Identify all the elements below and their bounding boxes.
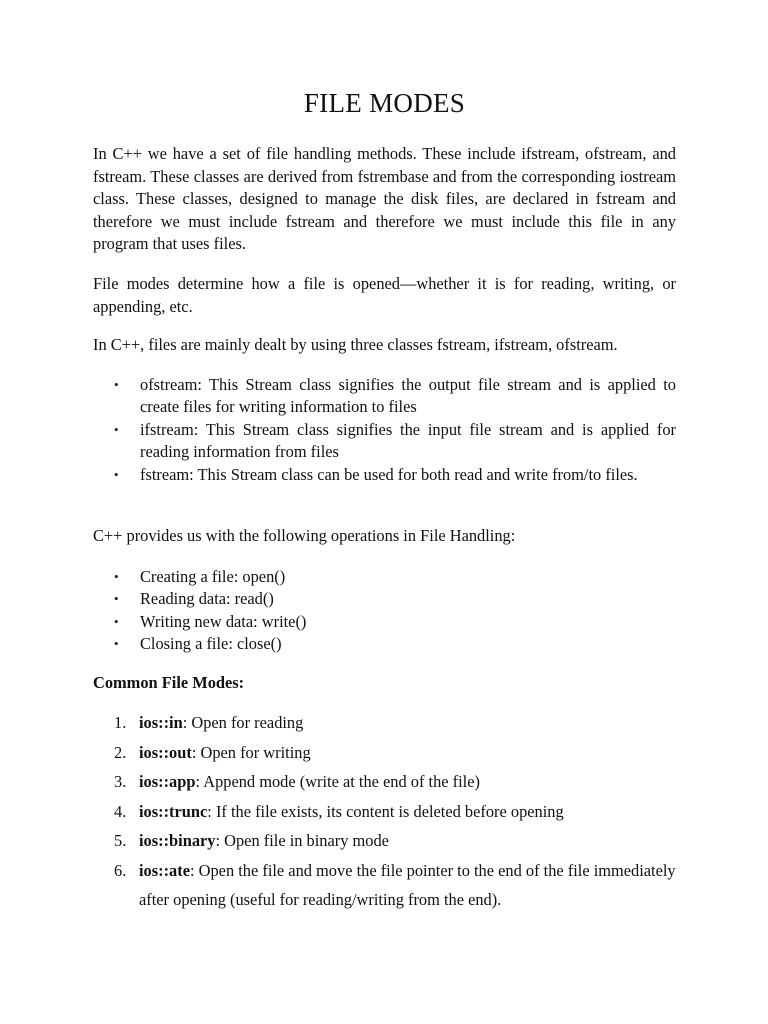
list-item-text: Writing new data: write() [140, 611, 307, 631]
file-modes-paragraph: File modes determine how a file is opened—whether it is for reading, writing, or appending, etc. [93, 274, 676, 316]
mode-number: 3. [114, 772, 127, 791]
list-item-text: Creating a file: open() [140, 567, 286, 586]
mode-name: ios::out [139, 742, 192, 762]
mode-description: : Open for writing [191, 742, 311, 762]
bullet-icon: • [114, 421, 119, 437]
mode-item [93, 856, 676, 915]
mode-description: : If the file exists, its content is deleted before opening [207, 801, 564, 821]
mode-description: : Open for reading [182, 713, 304, 732]
operations-list [93, 566, 676, 656]
mode-name: ios::binary [139, 831, 216, 850]
operations-paragraph: C++ provides us with the following operations in File Handling: [93, 526, 516, 545]
modes-heading: Common File Modes: [93, 673, 245, 692]
mode-item [93, 738, 676, 768]
list-item [93, 633, 676, 655]
bullet-icon: • [114, 613, 119, 629]
mode-name: ios::ate [139, 860, 190, 880]
bullet-icon: • [114, 377, 119, 392]
list-item [93, 374, 676, 419]
mode-name: ios::trunc [139, 801, 208, 821]
list-item-text: Reading data: read() [140, 589, 274, 609]
mode-number: 2. [114, 742, 127, 762]
mode-number: 6. [114, 860, 127, 880]
list-item [93, 588, 676, 610]
mode-item [93, 767, 676, 797]
page-title: FILE MODES [303, 88, 466, 118]
mode-item [93, 826, 676, 856]
list-item [93, 566, 676, 588]
mode-description: : Open file in binary mode [215, 831, 389, 850]
list-item [93, 611, 676, 633]
mode-number: 4. [114, 801, 127, 821]
list-item-text: ifstream: This Stream class signifies the input file stream and is applied for reading information from files [140, 419, 676, 462]
list-item-text: fstream: This Stream class can be used for both read and write from/to files. [140, 464, 638, 484]
intro-paragraph: In C++ we have a set of file handling methods. These include ifstream, ofstream, and fstream. These classes are derived from fstrembase and from the corresponding iostream class. These classes, designed to manage the disk files, are declared in fstream and therefore we must include fstream and therefore we must include this file in any program that uses files. [93, 144, 676, 254]
list-item-text: ofstream: This Stream class signifies the output file stream and is applied to create files for writing information to files [140, 375, 676, 417]
mode-number: 5. [114, 831, 127, 850]
classes-paragraph: In C++, files are mainly dealt by using three classes fstream, ifstream, ofstream. [93, 335, 618, 354]
modes-list [93, 708, 676, 915]
bullet-icon: • [114, 569, 119, 584]
mode-item [93, 708, 676, 738]
bullet-icon: • [114, 591, 119, 607]
mode-name: ios::app [139, 772, 196, 791]
mode-description: : Open the file and move the file pointer to the end of the file immediately after opening (useful for reading/writing from the end). [139, 860, 676, 909]
mode-item [93, 797, 676, 827]
list-item-text: Closing a file: close() [140, 634, 282, 654]
bullet-icon: • [114, 636, 119, 652]
bullet-icon: • [114, 466, 119, 482]
classes-list [93, 374, 676, 486]
mode-number: 1. [114, 713, 127, 732]
mode-name: ios::in [139, 713, 183, 732]
list-item [93, 419, 676, 464]
mode-description: : Append mode (write at the end of the file) [195, 772, 480, 791]
list-item [93, 464, 676, 486]
